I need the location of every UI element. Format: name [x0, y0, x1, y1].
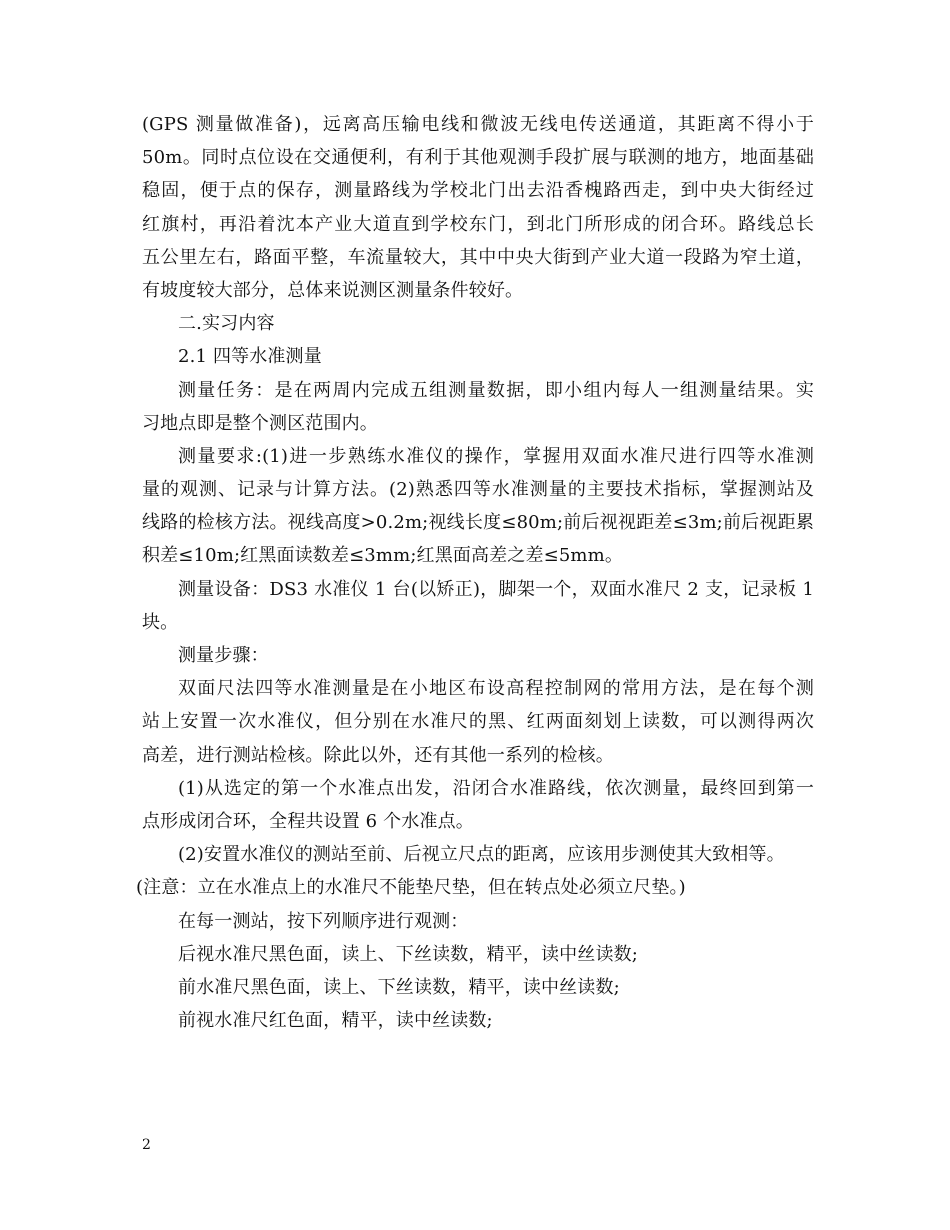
text-line: 线路的检核方法。视线高度>0.2m;视线长度≤80m;前后视视距差≤3m;前后视距累: [142, 512, 814, 534]
text-line: (2)安置水准仪的测站至前、后视立尺点的距离，应该用步测使其大致相等。: [178, 844, 785, 866]
text-line: 红旗村，再沿着沈本产业大道直到学校东门，到北门所形成的闭合环。路线总长: [142, 213, 814, 235]
text-line: 五公里左右，路面平整，车流量较大，其中中央大街到产业大道一段路为窄土道，: [142, 246, 814, 268]
text-line: 块。: [142, 611, 179, 633]
text-line: 点形成闭合环，全程共设置 6 个水准点。: [142, 810, 474, 832]
text-line: 测量步骤：: [178, 645, 269, 666]
text-line: (GPS 测量做准备)，远离高压输电线和微波无线电传送通道，其距离不得小于: [142, 114, 814, 135]
text-line: 测量设备：DS3 水准仪 1 台(以矫正)，脚架一个，双面水准尺 2 支，记录板 1: [178, 578, 814, 600]
text-line: (1)从选定的第一个水准点出发，沿闭合水准路线，依次测量，最终回到第一: [178, 777, 814, 799]
subsection-heading: 2.1 四等水准测量: [178, 346, 322, 368]
text-line: 双面尺法四等水准测量是在小地区布设高程控制网的常用方法，是在每个测: [178, 678, 814, 700]
text-line: 测量要求:(1)进一步熟练水准仪的操作，掌握用双面水准尺进行四等水准测: [178, 445, 814, 467]
text-line: 习地点即是整个测区范围内。: [142, 412, 378, 434]
text-line: 量的观测、记录与计算方法。(2)熟悉四等水准测量的主要技术指标，掌握测站及: [142, 479, 814, 501]
text-line: 有坡度较大部分，总体来说测区测量条件较好。: [142, 279, 524, 301]
text-line: 后视水准尺黑色面，读上、下丝读数，精平，读中丝读数;: [178, 943, 638, 965]
text-line: 在每一测站，按下列顺序进行观测：: [178, 910, 469, 932]
text-line: 50m。同时点位设在交通便利，有利于其他观测手段扩展与联测的地方，地面基础: [142, 147, 814, 169]
body-text: [136, 108, 814, 1037]
section-heading: 二.实习内容: [178, 313, 275, 335]
text-line: 积差≤10m;红黑面读数差≤3mm;红黑面高差之差≤5mm。: [142, 545, 624, 567]
text-line: 稳固，便于点的保存，测量路线为学校北门出去沿香槐路西走，到中央大街经过: [142, 180, 814, 202]
text-line: 测量任务：是在两周内完成五组测量数据，即小组内每人一组测量结果。实: [178, 379, 814, 401]
text-line: 高差，进行测站检核。除此以外，还有其他一系列的检核。: [142, 744, 614, 766]
text-line: 前视水准尺红色面，精平，读中丝读数;: [178, 1010, 493, 1032]
text-line: (注意：立在水准点上的水准尺不能垫尺垫，但在转点处必须立尺垫。): [136, 877, 686, 899]
page-number: 2: [142, 1137, 151, 1153]
text-line: 前水准尺黑色面，读上、下丝读数，精平，读中丝读数;: [178, 976, 620, 998]
text-line: 站上安置一次水准仪，但分别在水准尺的黑、红两面刻划上读数，可以测得两次: [142, 711, 814, 733]
